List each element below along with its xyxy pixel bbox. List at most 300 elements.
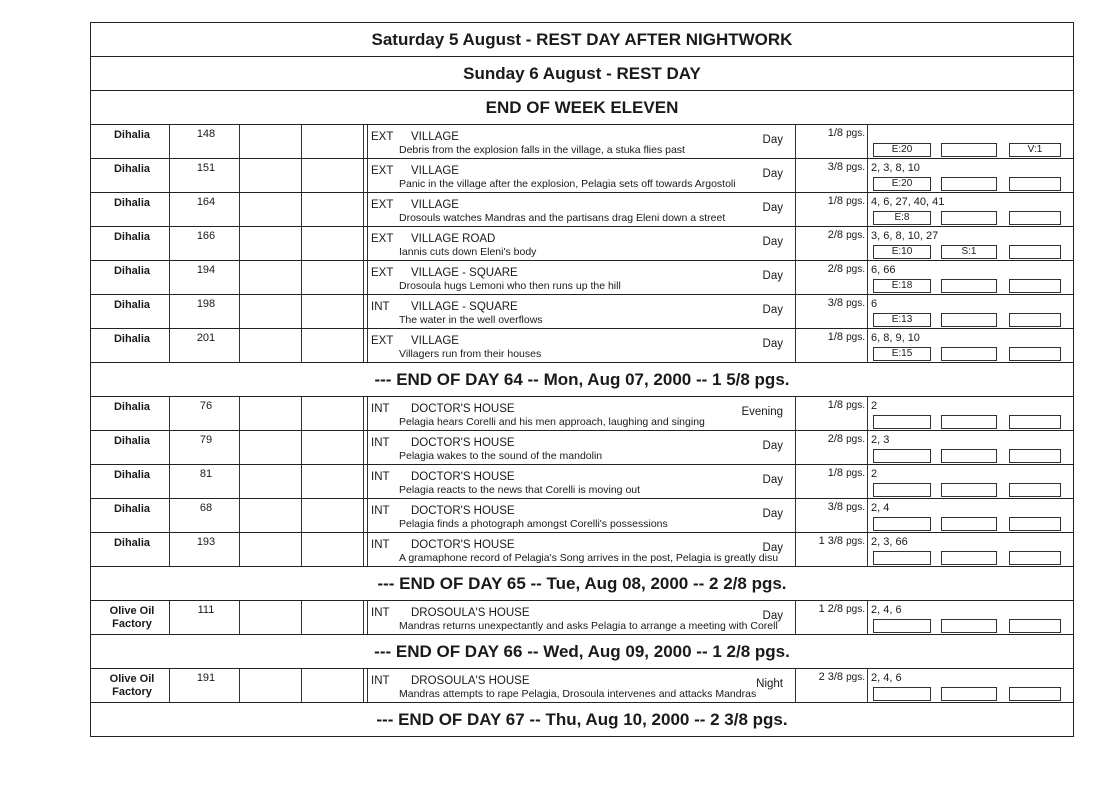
element-box-1: [873, 619, 931, 633]
column-divider: [795, 397, 796, 430]
column-divider: [301, 193, 302, 226]
column-divider: [239, 261, 240, 294]
page-count-value: 1/8: [827, 331, 844, 343]
scene-synopsis: Debris from the explosion falls in the village, a stuka flies past: [399, 144, 685, 156]
element-box-3: [1009, 687, 1061, 701]
element-box-2: [941, 415, 997, 429]
scene-strip: [90, 431, 1074, 465]
int-ext: INT: [371, 403, 390, 415]
column-divider: [363, 499, 364, 532]
element-box-1: [873, 551, 931, 565]
scene-number: 166: [196, 230, 216, 242]
column-divider: [367, 431, 368, 464]
column-divider: [239, 465, 240, 498]
scene-synopsis: Pelagia finds a photograph amongst Corelli's possessions: [399, 518, 668, 530]
stripboard-page: [90, 22, 1074, 737]
page-count-suffix: pgs.: [846, 604, 865, 615]
day-blocks: [90, 125, 1074, 737]
page-count-suffix: pgs.: [846, 400, 865, 411]
element-box-1: E:18: [873, 279, 931, 293]
column-divider: [301, 261, 302, 294]
column-divider: [363, 533, 364, 566]
rest-day-banner-saturday: Saturday 5 August - REST DAY AFTER NIGHTWORK: [90, 22, 1074, 57]
scene-location: Dihalia: [113, 503, 151, 515]
element-box-1: E:20: [873, 143, 931, 157]
scene-synopsis: The water in the well overflows: [399, 314, 543, 326]
time-of-day: Day: [762, 440, 783, 452]
scene-strip: [90, 159, 1074, 193]
scene-synopsis: Mandras returns unexpectantly and asks Pelagia to arrange a meeting with Corell: [399, 620, 778, 632]
column-divider: [169, 397, 170, 430]
end-of-day-banner: --- END OF DAY 65 -- Tue, Aug 08, 2000 -- 2 2/8 pgs.: [90, 567, 1074, 601]
scene-set: VILLAGE: [411, 165, 459, 177]
column-divider: [169, 159, 170, 192]
column-divider: [363, 193, 364, 226]
element-box-2: [941, 143, 997, 157]
column-divider: [239, 227, 240, 260]
scene-strip: [90, 125, 1074, 159]
column-divider: [169, 125, 170, 158]
page-count: [797, 467, 865, 479]
column-divider: [239, 499, 240, 532]
element-box-2: S:1: [941, 245, 997, 259]
element-box-3: [1009, 211, 1061, 225]
scene-number: 193: [196, 536, 216, 548]
column-divider: [867, 431, 868, 464]
column-divider: [301, 329, 302, 362]
scene-set: DOCTOR'S HOUSE: [411, 471, 515, 483]
column-divider: [867, 329, 868, 362]
int-ext: INT: [371, 675, 390, 687]
column-divider: [239, 329, 240, 362]
int-ext: INT: [371, 539, 390, 551]
end-of-day-banner: --- END OF DAY 66 -- Wed, Aug 09, 2000 -- 1 2/8 pgs.: [90, 635, 1074, 669]
cast-ids: 4, 6, 27, 40, 41: [871, 196, 945, 208]
scene-location: Olive Oil Factory: [109, 605, 155, 630]
column-divider: [795, 431, 796, 464]
end-of-week-banner: END OF WEEK ELEVEN: [90, 91, 1074, 125]
column-divider: [301, 669, 302, 702]
page-count-value: 2 3/8: [818, 671, 844, 683]
page-count-value: 1/8: [827, 127, 844, 139]
element-box-1: [873, 415, 931, 429]
column-divider: [239, 125, 240, 158]
rest-day-banner-sunday: Sunday 6 August - REST DAY: [90, 57, 1074, 91]
page-count-suffix: pgs.: [846, 536, 865, 547]
element-box-2: [941, 449, 997, 463]
column-divider: [867, 499, 868, 532]
column-divider: [301, 465, 302, 498]
column-divider: [795, 261, 796, 294]
column-divider: [867, 465, 868, 498]
column-divider: [301, 159, 302, 192]
scene-strip: [90, 329, 1074, 363]
page-count: [797, 297, 865, 309]
scene-number: 111: [197, 604, 215, 616]
scene-location: Dihalia: [113, 129, 151, 141]
scene-synopsis: Pelagia reacts to the news that Corelli is moving out: [399, 484, 641, 496]
scene-set: VILLAGE - SQUARE: [411, 267, 518, 279]
page-count-suffix: pgs.: [846, 128, 865, 139]
page-count-suffix: pgs.: [846, 162, 865, 173]
cast-ids: 2, 3: [871, 434, 890, 446]
column-divider: [367, 125, 368, 158]
page-count-suffix: pgs.: [846, 196, 865, 207]
page-count-suffix: pgs.: [846, 332, 865, 343]
column-divider: [301, 499, 302, 532]
scene-strip: [90, 465, 1074, 499]
column-divider: [795, 227, 796, 260]
column-divider: [363, 261, 364, 294]
page-count: [797, 399, 865, 411]
element-box-2: [941, 279, 997, 293]
scene-number: 68: [199, 502, 213, 514]
cast-ids: 6, 66: [871, 264, 896, 276]
scene-location: Dihalia: [113, 435, 151, 447]
column-divider: [367, 295, 368, 328]
column-divider: [363, 431, 364, 464]
column-divider: [795, 601, 796, 634]
column-divider: [795, 465, 796, 498]
page-count-value: 1 3/8: [818, 535, 844, 547]
int-ext: INT: [371, 301, 390, 313]
scene-location: Dihalia: [113, 299, 151, 311]
page-count: [797, 229, 865, 241]
scene-set: DOCTOR'S HOUSE: [411, 437, 515, 449]
page-count: [797, 263, 865, 275]
column-divider: [239, 669, 240, 702]
scene-location: Dihalia: [113, 265, 151, 277]
scene-strip: [90, 499, 1074, 533]
page-count: [797, 535, 865, 547]
column-divider: [867, 533, 868, 566]
element-box-3: [1009, 177, 1061, 191]
scene-location: Dihalia: [113, 163, 151, 175]
scene-number: 148: [196, 128, 216, 140]
element-box-1: [873, 517, 931, 531]
scene-strip: [90, 193, 1074, 227]
cast-ids: 2, 3, 66: [871, 536, 908, 548]
end-of-day-banner: --- END OF DAY 67 -- Thu, Aug 10, 2000 -- 2 3/8 pgs.: [90, 703, 1074, 737]
column-divider: [367, 159, 368, 192]
column-divider: [367, 601, 368, 634]
cast-ids: 6: [871, 298, 878, 310]
time-of-day: Day: [762, 304, 783, 316]
page-count: [797, 433, 865, 445]
element-box-3: [1009, 415, 1061, 429]
page-count-value: 2/8: [827, 433, 844, 445]
time-of-day: Day: [762, 202, 783, 214]
column-divider: [301, 295, 302, 328]
column-divider: [239, 397, 240, 430]
column-divider: [867, 601, 868, 634]
scene-strip: [90, 227, 1074, 261]
column-divider: [301, 533, 302, 566]
cast-ids: 3, 6, 8, 10, 27: [871, 230, 939, 242]
int-ext: INT: [371, 607, 390, 619]
scene-location: Dihalia: [113, 197, 151, 209]
time-of-day: Day: [762, 542, 783, 554]
element-box-2: [941, 177, 997, 191]
column-divider: [867, 227, 868, 260]
scene-set: VILLAGE ROAD: [411, 233, 496, 245]
column-divider: [169, 533, 170, 566]
column-divider: [867, 397, 868, 430]
cast-ids: 2: [871, 400, 878, 412]
cast-ids: 2: [871, 468, 878, 480]
element-box-1: E:8: [873, 211, 931, 225]
scene-set: VILLAGE: [411, 199, 459, 211]
column-divider: [169, 431, 170, 464]
element-box-2: [941, 619, 997, 633]
scene-strip: [90, 601, 1074, 635]
column-divider: [795, 329, 796, 362]
scene-synopsis: Mandras attempts to rape Pelagia, Drosoula intervenes and attacks Mandras: [399, 688, 757, 700]
page-count: [797, 501, 865, 513]
element-box-1: E:10: [873, 245, 931, 259]
element-box-3: [1009, 551, 1061, 565]
time-of-day: Night: [756, 678, 783, 690]
column-divider: [169, 227, 170, 260]
page-count-suffix: pgs.: [846, 230, 865, 241]
scene-set: DROSOULA'S HOUSE: [411, 675, 530, 687]
element-box-1: E:13: [873, 313, 931, 327]
scene-number: 164: [196, 196, 216, 208]
column-divider: [367, 329, 368, 362]
page-count-value: 3/8: [827, 501, 844, 513]
column-divider: [169, 329, 170, 362]
column-divider: [363, 669, 364, 702]
page-count-suffix: pgs.: [846, 502, 865, 513]
column-divider: [367, 669, 368, 702]
page-count-suffix: pgs.: [846, 672, 865, 683]
column-divider: [239, 159, 240, 192]
column-divider: [363, 227, 364, 260]
int-ext: INT: [371, 471, 390, 483]
cast-ids: 2, 4, 6: [871, 672, 902, 684]
page-count: [797, 603, 865, 615]
column-divider: [301, 431, 302, 464]
time-of-day: Day: [762, 236, 783, 248]
column-divider: [239, 533, 240, 566]
element-box-2: [941, 687, 997, 701]
column-divider: [867, 159, 868, 192]
element-box-3: [1009, 619, 1061, 633]
time-of-day: Evening: [741, 406, 783, 418]
time-of-day: Day: [762, 270, 783, 282]
column-divider: [795, 533, 796, 566]
scene-strip: [90, 261, 1074, 295]
column-divider: [169, 261, 170, 294]
time-of-day: Day: [762, 474, 783, 486]
scene-number: 79: [199, 434, 213, 446]
column-divider: [239, 295, 240, 328]
column-divider: [239, 601, 240, 634]
element-box-1: E:15: [873, 347, 931, 361]
column-divider: [363, 601, 364, 634]
column-divider: [867, 669, 868, 702]
page-count-suffix: pgs.: [846, 264, 865, 275]
column-divider: [795, 159, 796, 192]
column-divider: [363, 465, 364, 498]
element-box-1: [873, 687, 931, 701]
column-divider: [795, 499, 796, 532]
page-count-suffix: pgs.: [846, 434, 865, 445]
cast-ids: 6, 8, 9, 10: [871, 332, 920, 344]
cast-ids: 2, 4: [871, 502, 890, 514]
column-divider: [169, 193, 170, 226]
scene-number: 191: [196, 672, 216, 684]
column-divider: [367, 533, 368, 566]
page-count-value: 1 2/8: [818, 603, 844, 615]
page-count: [797, 127, 865, 139]
element-box-3: [1009, 517, 1061, 531]
scene-location: Dihalia: [113, 469, 151, 481]
time-of-day: Day: [762, 338, 783, 350]
page-count: [797, 671, 865, 683]
page-count: [797, 331, 865, 343]
end-of-day-banner: --- END OF DAY 64 -- Mon, Aug 07, 2000 -- 1 5/8 pgs.: [90, 363, 1074, 397]
scene-number: 194: [196, 264, 216, 276]
scene-number: 151: [196, 162, 216, 174]
column-divider: [795, 669, 796, 702]
element-box-2: [941, 483, 997, 497]
column-divider: [169, 601, 170, 634]
scene-set: VILLAGE: [411, 335, 459, 347]
page-count-suffix: pgs.: [846, 468, 865, 479]
column-divider: [795, 295, 796, 328]
page-count-value: 2/8: [827, 229, 844, 241]
column-divider: [169, 295, 170, 328]
int-ext: EXT: [371, 165, 394, 177]
column-divider: [169, 499, 170, 532]
column-divider: [367, 227, 368, 260]
scene-synopsis: Villagers run from their houses: [399, 348, 542, 360]
column-divider: [867, 125, 868, 158]
page-count: [797, 195, 865, 207]
time-of-day: Day: [762, 168, 783, 180]
scene-set: VILLAGE: [411, 131, 459, 143]
element-box-3: [1009, 483, 1061, 497]
page-count-value: 3/8: [827, 297, 844, 309]
cast-ids: 2, 4, 6: [871, 604, 902, 616]
column-divider: [169, 465, 170, 498]
column-divider: [363, 159, 364, 192]
element-box-3: [1009, 279, 1061, 293]
element-box-3: [1009, 313, 1061, 327]
element-box-2: [941, 551, 997, 565]
scene-number: 76: [199, 400, 213, 412]
scene-strip: [90, 533, 1074, 567]
scene-synopsis: Drosoula hugs Lemoni who then runs up the hill: [399, 280, 621, 292]
element-box-3: [1009, 245, 1061, 259]
int-ext: EXT: [371, 335, 394, 347]
element-box-1: [873, 483, 931, 497]
element-box-1: E:20: [873, 177, 931, 191]
page-count-value: 1/8: [827, 399, 844, 411]
scene-number: 198: [196, 298, 216, 310]
page-count-value: 2/8: [827, 263, 844, 275]
scene-location: Olive Oil Factory: [109, 673, 155, 698]
time-of-day: Day: [762, 610, 783, 622]
column-divider: [795, 193, 796, 226]
int-ext: INT: [371, 505, 390, 517]
column-divider: [239, 193, 240, 226]
column-divider: [301, 125, 302, 158]
scene-synopsis: Panic in the village after the explosion, Pelagia sets off towards Argostoli: [399, 178, 736, 190]
cast-ids: 2, 3, 8, 10: [871, 162, 920, 174]
scene-number: 81: [199, 468, 213, 480]
page-count: [797, 161, 865, 173]
int-ext: EXT: [371, 267, 394, 279]
element-box-2: [941, 517, 997, 531]
column-divider: [169, 669, 170, 702]
scene-set: DROSOULA'S HOUSE: [411, 607, 530, 619]
scene-set: VILLAGE - SQUARE: [411, 301, 518, 313]
column-divider: [367, 397, 368, 430]
scene-location: Dihalia: [113, 537, 151, 549]
page-count-value: 1/8: [827, 467, 844, 479]
column-divider: [301, 601, 302, 634]
scene-strip: [90, 669, 1074, 703]
column-divider: [795, 125, 796, 158]
column-divider: [367, 193, 368, 226]
element-box-2: [941, 211, 997, 225]
scene-location: Dihalia: [113, 401, 151, 413]
int-ext: EXT: [371, 233, 394, 245]
column-divider: [367, 499, 368, 532]
element-box-3: [1009, 449, 1061, 463]
column-divider: [867, 295, 868, 328]
time-of-day: Day: [762, 134, 783, 146]
column-divider: [363, 125, 364, 158]
page-count-value: 1/8: [827, 195, 844, 207]
int-ext: EXT: [371, 199, 394, 211]
scene-synopsis: Drosouls watches Mandras and the partisans drag Eleni down a street: [399, 212, 726, 224]
column-divider: [867, 193, 868, 226]
scene-set: DOCTOR'S HOUSE: [411, 505, 515, 517]
column-divider: [367, 465, 368, 498]
scene-synopsis: Pelagia wakes to the sound of the mandolin: [399, 450, 603, 462]
element-box-2: [941, 347, 997, 361]
int-ext: INT: [371, 437, 390, 449]
column-divider: [367, 261, 368, 294]
scene-location: Dihalia: [113, 333, 151, 345]
column-divider: [239, 431, 240, 464]
scene-strip: [90, 295, 1074, 329]
time-of-day: Day: [762, 508, 783, 520]
page-count-suffix: pgs.: [846, 298, 865, 309]
column-divider: [301, 227, 302, 260]
scene-set: DOCTOR'S HOUSE: [411, 539, 515, 551]
int-ext: EXT: [371, 131, 394, 143]
scene-synopsis: Pelagia hears Corelli and his men approach, laughing and singing: [399, 416, 705, 428]
element-box-1: [873, 449, 931, 463]
element-box-3: [1009, 347, 1061, 361]
page-count-value: 3/8: [827, 161, 844, 173]
scene-synopsis: A gramaphone record of Pelagia's Song arrives in the post, Pelagia is greatly disu: [399, 552, 779, 564]
scene-number: 201: [196, 332, 216, 344]
scene-set: DOCTOR'S HOUSE: [411, 403, 515, 415]
element-box-3: V:1: [1009, 143, 1061, 157]
column-divider: [363, 329, 364, 362]
column-divider: [867, 261, 868, 294]
column-divider: [363, 295, 364, 328]
element-box-2: [941, 313, 997, 327]
column-divider: [301, 397, 302, 430]
column-divider: [363, 397, 364, 430]
scene-strip: [90, 397, 1074, 431]
